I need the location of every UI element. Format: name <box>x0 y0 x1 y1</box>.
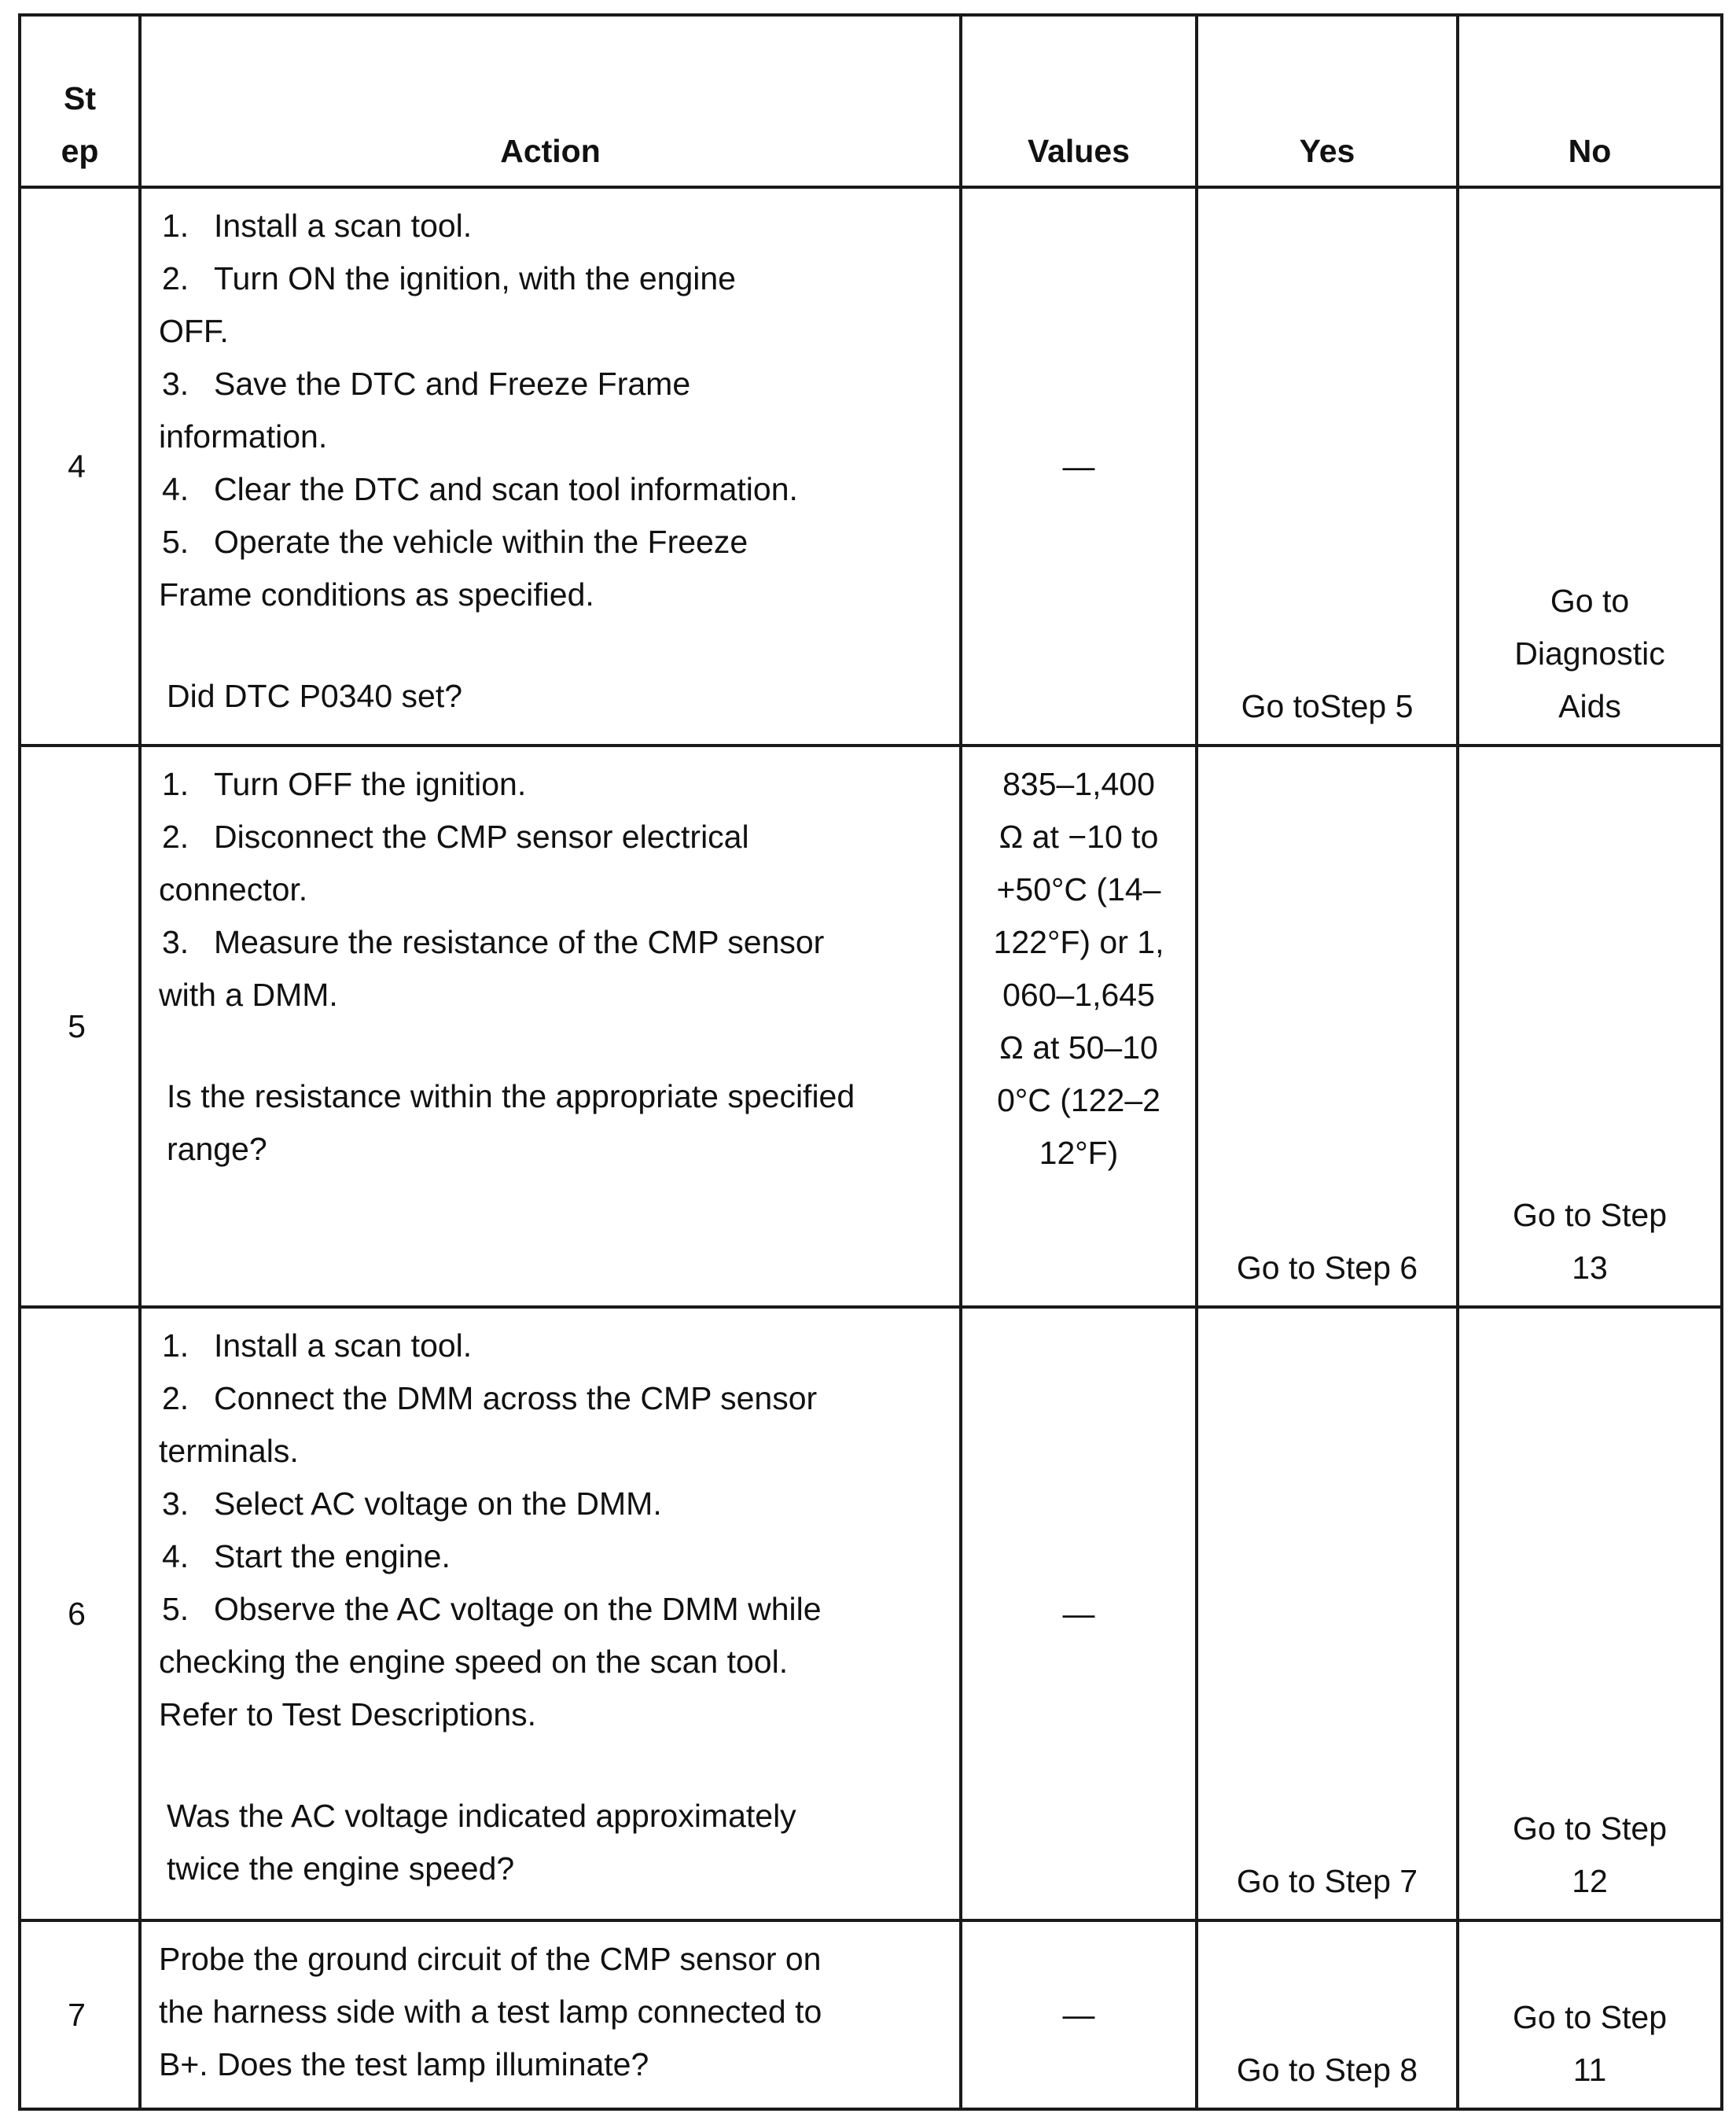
action-item-continued: with a DMM. <box>159 977 338 1013</box>
action-item: 3. Select AC voltage on the DMM. <box>162 1486 662 1522</box>
action-item-continued: Frame conditions as specified. <box>159 576 594 613</box>
step-number: 5 <box>20 746 140 1307</box>
action-item-continued: terminals. <box>159 1433 299 1469</box>
header-values: Values <box>961 15 1197 187</box>
header-yes: Yes <box>1197 15 1458 187</box>
action-item-continued: OFF. <box>159 313 229 349</box>
action-item: 2. Turn ON the ignition, with the engine <box>162 260 736 296</box>
step-number: 7 <box>20 1920 140 2109</box>
action-cell <box>140 187 961 746</box>
action-item: 3. Save the DTC and Freeze Frame <box>162 366 691 402</box>
action-cell <box>140 1307 961 1920</box>
table-row <box>20 1920 1722 2109</box>
action-item: 2. Disconnect the CMP sensor electrical <box>162 819 749 855</box>
no-cell: Go to Diagnostic Aids <box>1458 187 1722 746</box>
action-item: 1. Turn OFF the ignition. <box>162 766 527 802</box>
yes-cell: Go to Step 6 <box>1197 746 1458 1307</box>
action-item: 1. Install a scan tool. <box>162 208 473 244</box>
table-row <box>20 1307 1722 1920</box>
action-item-continued: information. <box>159 418 328 455</box>
no-cell: Go to Step 13 <box>1458 746 1722 1307</box>
action-item: 5. Operate the vehicle within the Freeze <box>162 524 748 560</box>
step-number: 6 <box>20 1307 140 1920</box>
action-item-continued: Refer to Test Descriptions. <box>159 1696 537 1732</box>
action-item: 2. Connect the DMM across the CMP sensor <box>162 1380 818 1416</box>
action-cell <box>140 1920 961 2109</box>
values-cell: 835–1,400 Ω at −10 to +50°C (14–122°F) or 1,060–1,645 Ω at 50–100°C (122–212°F) <box>961 746 1197 1307</box>
action-cell <box>140 746 961 1307</box>
action-item-continued: checking the engine speed on the scan tool. <box>159 1644 789 1680</box>
action-item: 1. Install a scan tool. <box>162 1327 473 1364</box>
action-item: 4. Start the engine. <box>162 1538 451 1574</box>
header-no: No <box>1458 15 1722 187</box>
yes-cell: Go to Step 8 <box>1197 1920 1458 2109</box>
no-cell: Go to Step 12 <box>1458 1307 1722 1920</box>
values-cell: — <box>961 1920 1197 2109</box>
table-row <box>20 746 1722 1307</box>
action-question: Is the resistance within the appropriate specified range? <box>167 1078 864 1167</box>
header-row <box>20 15 1722 187</box>
action-text: Probe the ground circuit of the CMP sensor on the harness side with a test lamp connected to B+. Does the test lamp illuminate? <box>159 1941 831 2082</box>
values-cell: — <box>961 1307 1197 1920</box>
yes-cell: Go toStep 5 <box>1197 187 1458 746</box>
action-item-continued: connector. <box>159 871 308 908</box>
header-step: St ep <box>20 15 140 187</box>
action-item: 4. Clear the DTC and scan tool information. <box>162 471 798 507</box>
header-action: Action <box>140 15 961 187</box>
yes-cell: Go to Step 7 <box>1197 1307 1458 1920</box>
values-cell: — <box>961 187 1197 746</box>
action-question: Was the AC voltage indicated approximately twice the engine speed? <box>167 1798 806 1887</box>
diagnostic-table <box>18 13 1723 2111</box>
action-item: 3. Measure the resistance of the CMP sensor <box>162 924 825 960</box>
no-cell: Go to Step 11 <box>1458 1920 1722 2109</box>
step-number: 4 <box>20 187 140 746</box>
action-item: 5. Observe the AC voltage on the DMM while <box>162 1591 822 1627</box>
action-question: Did DTC P0340 set? <box>167 678 463 714</box>
table-row <box>20 187 1722 746</box>
